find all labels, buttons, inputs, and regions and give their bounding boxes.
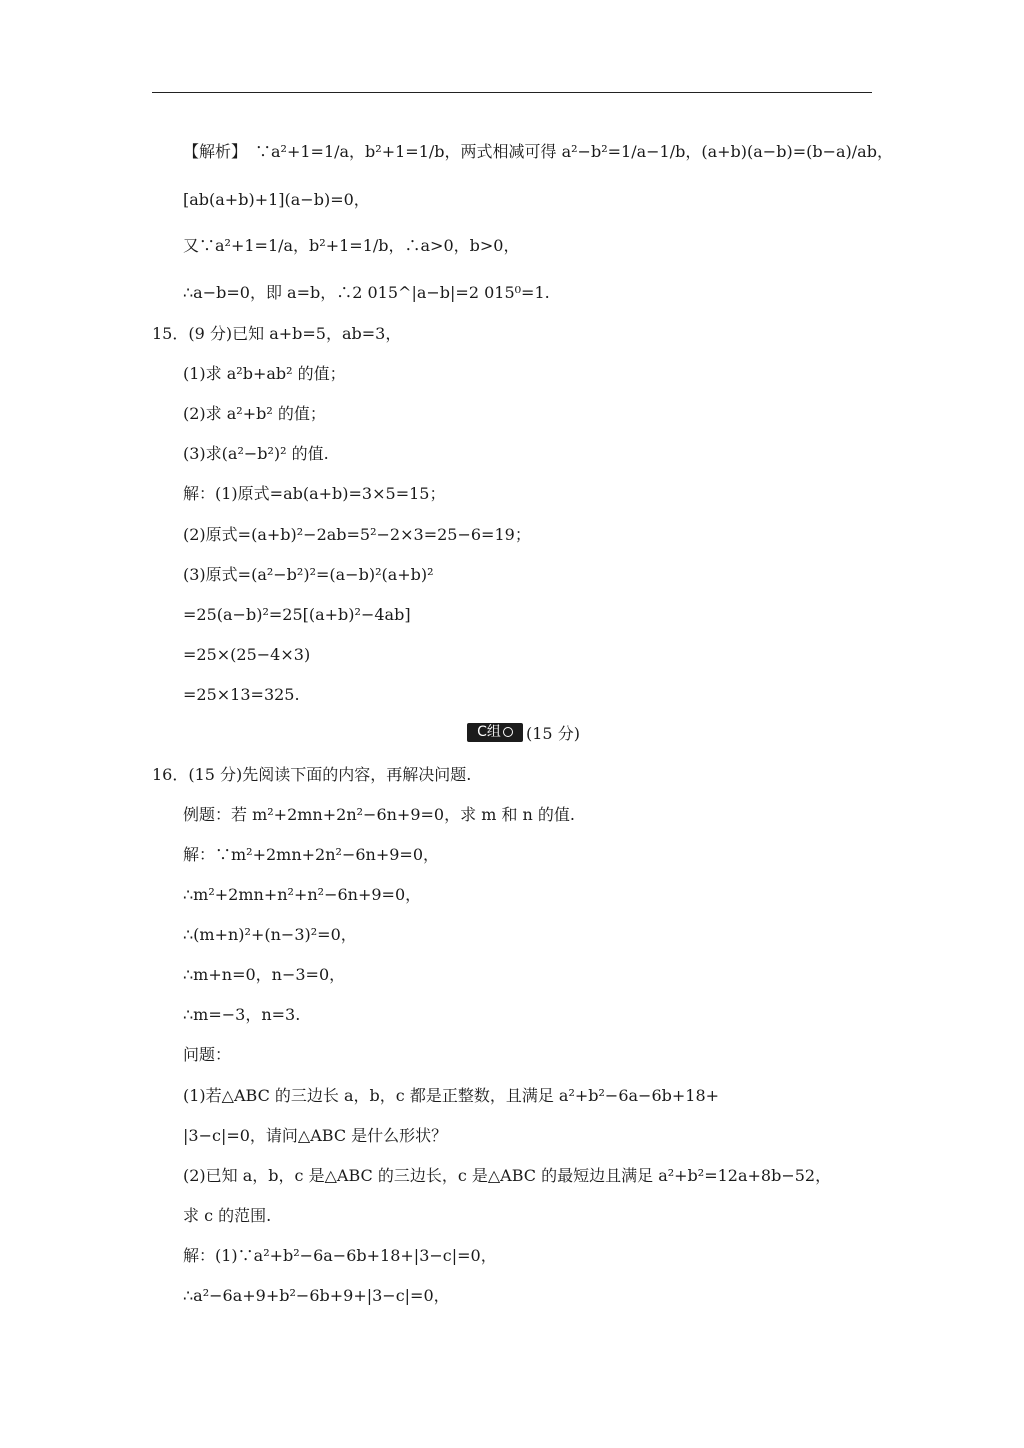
question-16-solution-2: ∴a²−6a+9+b²−6b+9+|3−c|=0， [183, 1286, 450, 1305]
group-c-badge [467, 723, 523, 742]
question-16-part-1b: |3−c|=0，请问△ABC 是什么形状？ [183, 1126, 448, 1145]
question-16-example-step-2: ∴m²+2mn+n²+n²−6n+9=0， [183, 885, 422, 904]
question-16-solution-1: 解：(1)∵a²+b²−6a−6b+18+|3−c|=0， [183, 1246, 497, 1265]
question-15-solution-3: (3)原式=(a²−b²)²=(a−b)²(a+b)² [183, 565, 434, 584]
question-16-part-2b: 求 c 的范围. [183, 1206, 272, 1225]
question-16-part-2a: (2)已知 a，b，c 是△ABC 的三边长，c 是△ABC 的最短边且满足 a²+b²=12a+8b−52， [183, 1166, 832, 1185]
question-15-part-3: (3)求(a²−b²)² 的值. [183, 444, 329, 463]
question-16-example: 例题：若 m²+2mn+2n²−6n+9=0，求 m 和 n 的值. [183, 805, 576, 824]
analysis-line-2: [ab(a+b)+1](a−b)=0， [183, 190, 370, 209]
analysis-line-3: 又∵a²+1=1/a，b²+1=1/b，∴a>0，b>0， [183, 236, 520, 255]
question-15-solution-2: (2)原式=(a+b)²−2ab=5²−2×3=25−6=19； [183, 525, 531, 544]
question-15-solution-1: 解：(1)原式=ab(a+b)=3×5=15； [183, 484, 446, 503]
analysis-line-1: 【解析】 ∵a²+1=1/a，b²+1=1/b，两式相减可得 a²−b²=1/a−1/b，(a+b)(a−b)=(b−a)/ab， [183, 142, 893, 161]
analysis-line-4: ∴a−b=0，即 a=b，∴2 015^|a−b|=2 015⁰=1. [183, 283, 550, 302]
header-rule [152, 92, 872, 93]
question-16-stem: 16．(15 分)先阅读下面的内容，再解决问题. [152, 765, 472, 784]
question-15-part-1: (1)求 a²b+ab² 的值； [183, 364, 346, 383]
question-15-solution-4: =25(a−b)²=25[(a+b)²−4ab] [183, 605, 411, 624]
group-c-badge-label: C组 [477, 724, 501, 740]
refresh-icon [503, 727, 513, 737]
question-15-solution-5: =25×(25−4×3) [183, 645, 311, 664]
group-c-points: (15 分) [526, 724, 580, 743]
question-15-part-2: (2)求 a²+b² 的值； [183, 404, 326, 423]
question-16-part-1a: (1)若△ABC 的三边长 a，b，c 都是正整数，且满足 a²+b²−6a−6b+18+ [183, 1086, 720, 1105]
question-16-example-step-4: ∴m+n=0，n−3=0， [183, 965, 346, 984]
question-16-example-step-5: ∴m=−3，n=3. [183, 1005, 301, 1024]
question-16-example-step-3: ∴(m+n)²+(n−3)²=0， [183, 925, 357, 944]
question-16-example-step-1: 解：∵m²+2mn+2n²−6n+9=0， [183, 845, 440, 864]
question-15-solution-6: =25×13=325. [183, 685, 300, 704]
question-16-problem-label: 问题： [183, 1045, 232, 1064]
question-15-stem: 15．(9 分)已知 a+b=5，ab=3， [152, 324, 402, 343]
